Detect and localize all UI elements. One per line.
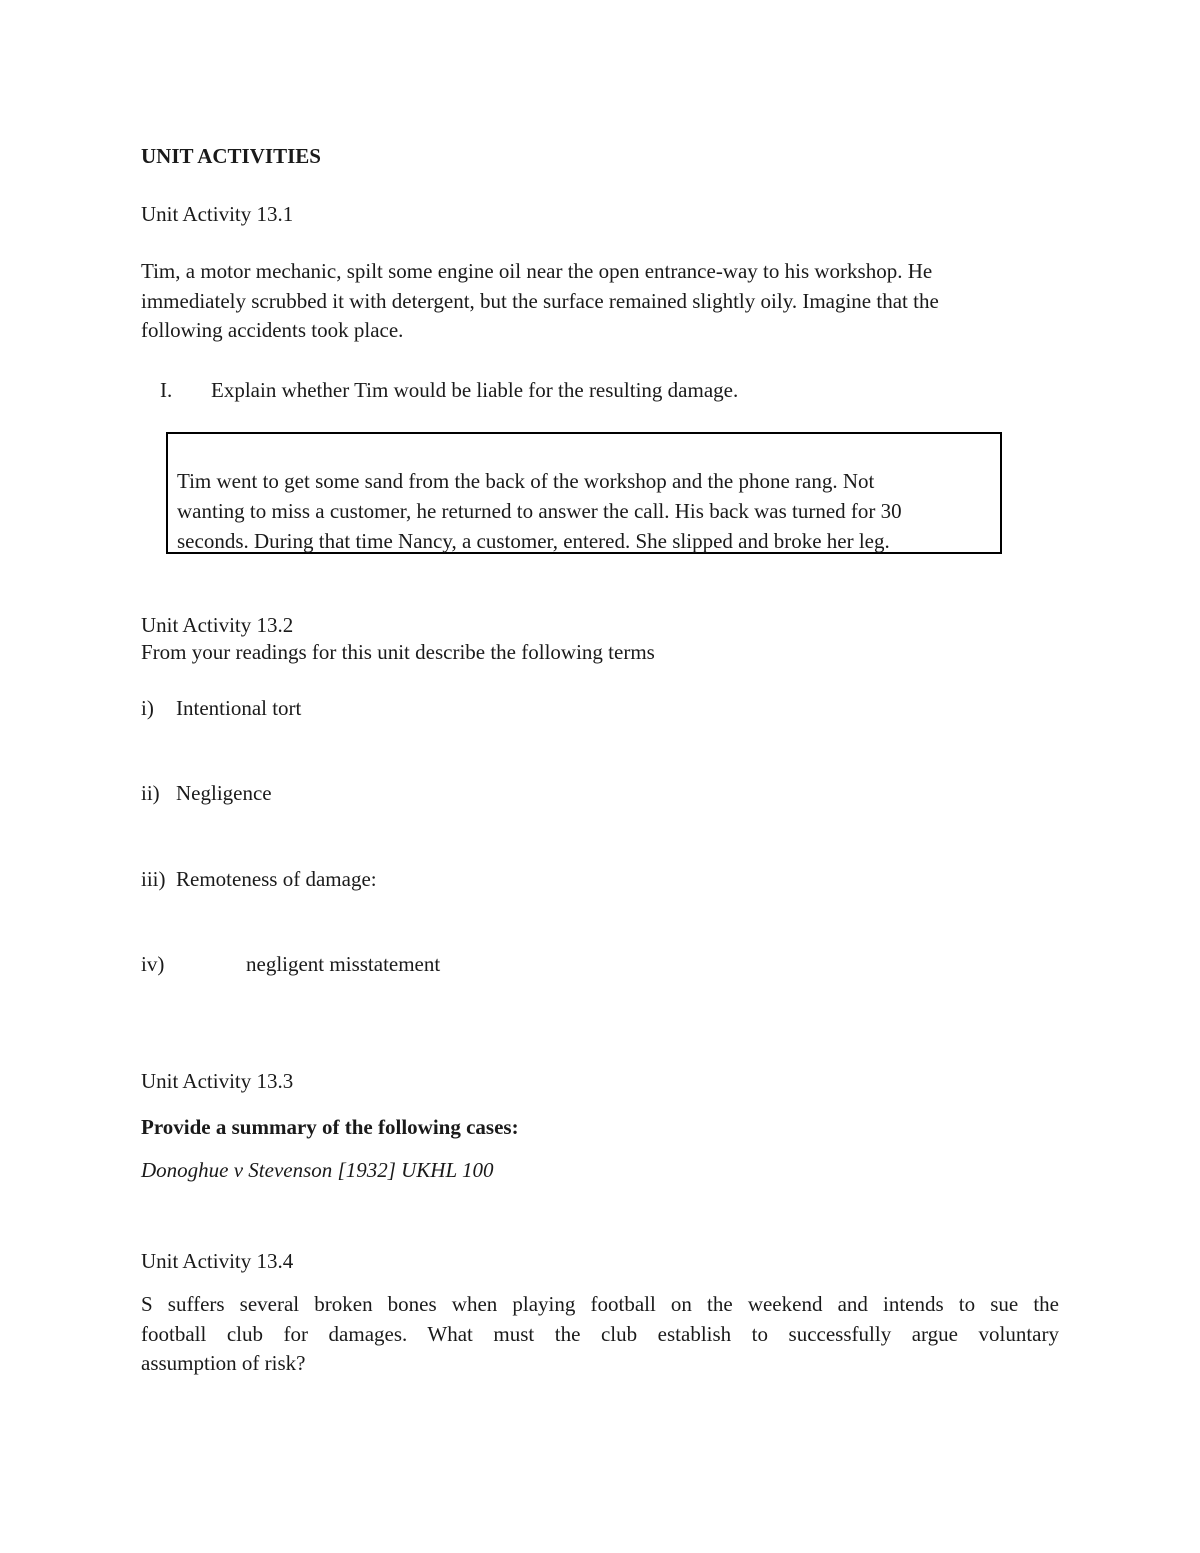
- intro-line: Tim, a motor mechanic, spilt some engine oil near the open entrance-way to his workshop. He: [141, 259, 933, 283]
- scenario-line: seconds. During that time Nancy, a customer, entered. She slipped and broke her leg.: [177, 529, 890, 553]
- term-text: negligent misstatement: [246, 952, 441, 976]
- activity-13-3-instruction: Provide a summary of the following cases:: [141, 1115, 519, 1139]
- activity-13-4-question: [141, 1290, 1059, 1379]
- intro-line: immediately scrubbed it with detergent, but the surface remained slightly oily. Imagine that the: [141, 288, 939, 313]
- scenario-box: [166, 432, 1002, 554]
- activity-13-2-title: Unit Activity 13.2: [141, 613, 294, 637]
- item-numeral: I.: [160, 378, 173, 402]
- term-text: Intentional tort: [176, 696, 302, 720]
- activity-13-2-instruction: From your readings for this unit describe the following terms: [141, 640, 655, 664]
- term-number: iii): [141, 867, 166, 891]
- intro-line: following accidents took place.: [141, 318, 404, 342]
- scenario-line: wanting to miss a customer, he returned to answer the call. His back was turned for 30: [177, 499, 902, 523]
- scenario-text: [177, 466, 1007, 556]
- term-number: i): [141, 696, 154, 720]
- question-line: football club for damages. What must the club establish to successfully argue voluntary: [141, 1321, 1059, 1346]
- activity-13-3-title: Unit Activity 13.3: [141, 1069, 294, 1093]
- term-number: iv): [141, 952, 165, 976]
- scenario-line: Tim went to get some sand from the back of the workshop and the phone rang. Not: [177, 469, 875, 493]
- activity-13-4-title: Unit Activity 13.4: [141, 1249, 294, 1273]
- page-heading: UNIT ACTIVITIES: [141, 144, 321, 168]
- question-line: assumption of risk?: [141, 1351, 306, 1375]
- item-text: Explain whether Tim would be liable for the resulting damage.: [211, 378, 739, 402]
- activity-13-1-title: Unit Activity 13.1: [141, 202, 294, 226]
- term-number: ii): [141, 781, 160, 805]
- activity-13-1-intro: [141, 257, 1061, 346]
- case-citation: Donoghue v Stevenson [1932] UKHL 100: [141, 1158, 494, 1182]
- term-text: Remoteness of damage:: [176, 867, 377, 891]
- question-line: S suffers several broken bones when playing football on the weekend and intends to sue the: [141, 1292, 1059, 1316]
- term-text: Negligence: [176, 781, 272, 805]
